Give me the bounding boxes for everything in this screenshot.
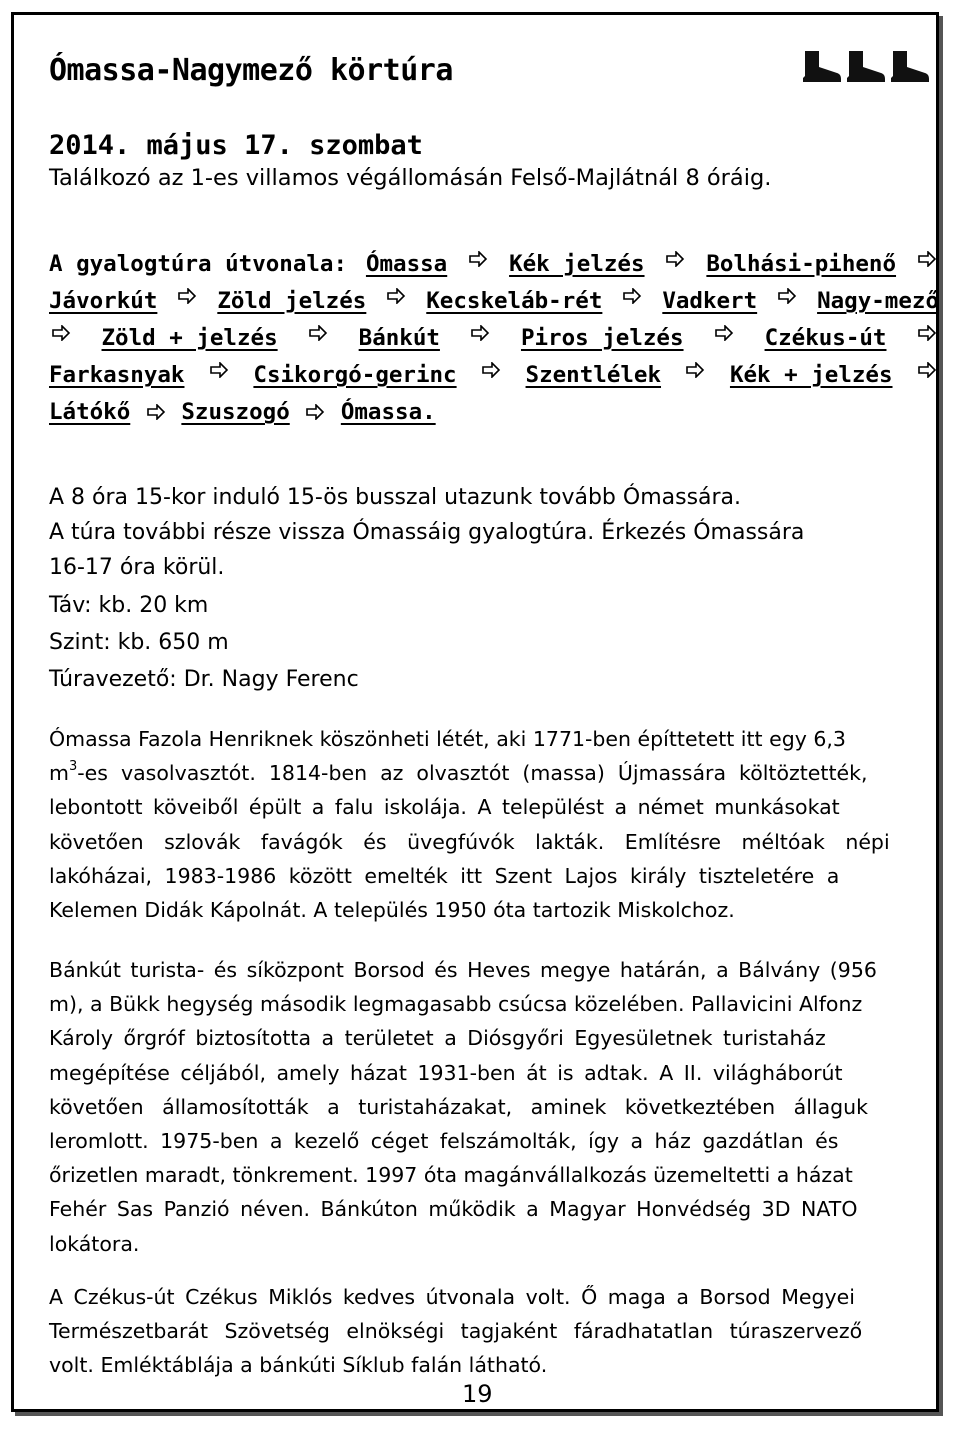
- route-stop: Bánkút: [358, 325, 440, 351]
- paragraph-line: [49, 987, 939, 1021]
- arrow-right-icon: [177, 288, 197, 304]
- route-stop: Csikorgó-gerinc: [253, 362, 457, 388]
- line-text: Természetbarát Szövetség elnökségi tagjaként fáradhatatlan túraszervező: [49, 1319, 863, 1344]
- paragraph-line: [49, 1227, 939, 1261]
- paragraph-line: [49, 722, 939, 756]
- arrow-right-icon: [917, 362, 937, 378]
- arrow-right-icon: [470, 325, 490, 341]
- route-stop: Kék jelzés: [509, 251, 645, 277]
- unit-superscript: 3: [68, 759, 78, 775]
- return-info: A túra további része vissza Ómassáig gyalogtúra. Érkezés Ómassára: [49, 520, 805, 545]
- route-stop: Farkasnyak: [49, 362, 185, 388]
- paragraph-line: [49, 1021, 939, 1055]
- hiking-boots-icon: [799, 49, 929, 83]
- arrow-right-icon: [468, 251, 488, 267]
- route-stop: Czékus-út: [764, 325, 887, 351]
- unit-base: m: [49, 761, 69, 786]
- arrow-right-icon: [917, 325, 937, 341]
- route-stop: Szuszogó: [181, 399, 290, 425]
- arrow-right-icon: [209, 362, 229, 378]
- czekus-paragraph: [49, 1280, 939, 1383]
- omassa-paragraph: [49, 722, 939, 927]
- line-text: m), a Bükk hegység második legmagasabb csúcsa közelében. Pallavicini Alfonz: [49, 992, 863, 1017]
- arrow-right-icon: [481, 362, 501, 378]
- arrow-right-icon: [685, 362, 705, 378]
- bankut-paragraph: [49, 953, 939, 1261]
- route-line-2: [49, 288, 939, 325]
- arrow-right-icon: [714, 325, 734, 341]
- line-text: őrizetlen maradt, tönkrement. 1997 óta magánvállalkozás üzemeltetti a házat: [49, 1163, 853, 1188]
- line-text: leromlott. 1975-ben a kezelő céget felszámolták, így a ház gazdátlan és: [49, 1128, 839, 1153]
- route-stop: Ómassa.: [340, 399, 436, 425]
- line-text: Kelemen Didák Kápolnát. A település 1950 óta tartozik Miskolchoz.: [49, 897, 735, 922]
- route-stop: Ómassa: [365, 251, 448, 277]
- paragraph-line: [49, 893, 939, 927]
- route-line-1: [49, 251, 939, 288]
- line-text: Károly őrgróf biztosította a területet a Diósgyőri Egyesületnek turistaház: [49, 1026, 826, 1051]
- tour-date: 2014. május 17. szombat: [49, 130, 423, 161]
- arrow-right-icon: [777, 288, 797, 304]
- paragraph-line: [49, 1314, 939, 1348]
- route-stop: Piros jelzés: [520, 325, 684, 351]
- line-text: -es vasolvasztót. 1814-ben az olvasztót (massa) Újmassára költöztették,: [77, 761, 868, 786]
- paragraph-line: [49, 1158, 939, 1192]
- paragraph-line: [49, 1124, 939, 1158]
- route-stop: Nagy-mező: [817, 288, 939, 314]
- line-text: követően államosították a turistaházakat, aminek következtében állaguk: [49, 1094, 869, 1119]
- paragraph-line: [49, 859, 939, 893]
- route-stop: Kecskeláb-rét: [426, 288, 603, 314]
- route-stop: Zöld + jelzés: [101, 325, 278, 351]
- route-stop: Vadkert: [662, 288, 758, 314]
- page-frame: [11, 12, 939, 1412]
- line-text: követően szlovák favágók és üvegfúvók lakták. Említésre méltóak népi: [49, 829, 890, 854]
- route-stop: Zöld jelzés: [217, 288, 367, 314]
- paragraph-line: [49, 953, 939, 987]
- route-stop: Kék + jelzés: [729, 362, 893, 388]
- route-stop: Bolhási-pihenő: [706, 251, 897, 277]
- arrow-right-icon: [146, 404, 166, 420]
- bus-info: A 8 óra 15-kor induló 15-ös busszal utazunk tovább Ómassára.: [49, 485, 742, 510]
- paragraph-line: [49, 1090, 939, 1124]
- route-line-4: [49, 362, 939, 399]
- arrow-right-icon: [308, 325, 328, 341]
- page-title: Ómassa-Nagymező körtúra: [49, 53, 453, 88]
- paragraph-line: [49, 1348, 939, 1382]
- arrow-right-icon: [622, 288, 642, 304]
- line-text: megépítése céljából, amely házat 1931-ben át is adtak. A II. világháborút: [49, 1060, 843, 1085]
- line-text: A Czékus-út Czékus Miklós kedves útvonala volt. Ő maga a Borsod Megyei: [49, 1285, 855, 1309]
- line-text: volt. Emléktáblája a bánkúti Síklub falán látható.: [49, 1353, 548, 1378]
- line-text: Bánkút turista- és síközpont Borsod és Heves megye határán, a Bálvány (956: [49, 958, 877, 982]
- route-stop: Jávorkút: [49, 288, 158, 314]
- line-text: Ómassa Fazola Henriknek köszönheti létét, aki 1771-ben építtetett itt egy 6,3: [49, 727, 846, 751]
- page-number: 19: [462, 1380, 493, 1408]
- unit-text: [49, 756, 77, 790]
- arrow-right-icon: [51, 325, 71, 341]
- elevation-info: Szint: kb. 650 m: [49, 630, 229, 655]
- paragraph-line: [49, 756, 939, 790]
- line-text: lakóházai, 1983-1986 között emelték itt Szent Lajos király tiszteletére a: [49, 863, 840, 888]
- paragraph-line: [49, 1192, 939, 1226]
- route-stop: Látókő: [49, 399, 131, 425]
- line-text: lebontott köveiből épült a falu iskolája. A települést a német munkásokat: [49, 795, 840, 820]
- route-stop: Szentlélek: [525, 362, 662, 388]
- paragraph-line: [49, 790, 939, 824]
- leader-info: Túravezető: Dr. Nagy Ferenc: [49, 667, 359, 692]
- arrow-right-icon: [386, 288, 406, 304]
- arrow-right-icon: [305, 404, 325, 420]
- line-text: lokátora.: [49, 1231, 140, 1256]
- paragraph-line: [49, 1056, 939, 1090]
- line-text: Fehér Sas Panzió néven. Bánkúton működik a Magyar Honvédség 3D NATO: [49, 1197, 858, 1222]
- meeting-info: Találkozó az 1-es villamos végállomásán Felső-Majlátnál 8 óráig.: [49, 165, 772, 191]
- route-line-3: [49, 325, 939, 362]
- route-line-5: [49, 399, 939, 436]
- paragraph-line: [49, 1280, 939, 1314]
- route-description: [49, 251, 939, 436]
- arrow-right-icon: [917, 251, 937, 267]
- arrow-right-icon: [665, 251, 685, 267]
- route-label: A gyalogtúra útvonala:: [49, 251, 348, 277]
- distance-info: Táv: kb. 20 km: [49, 593, 209, 618]
- arrival-info: 16-17 óra körül.: [49, 555, 225, 580]
- paragraph-line: [49, 825, 939, 859]
